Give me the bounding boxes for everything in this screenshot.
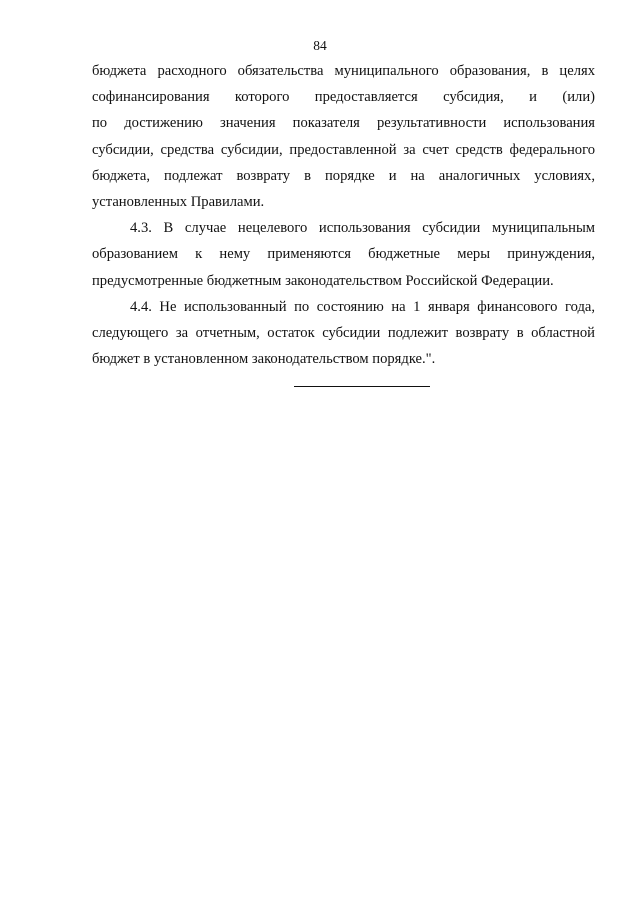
document-body — [92, 58, 595, 372]
text-line: 4.3. В случае нецелевого использования субсидии муниципальным — [130, 220, 595, 237]
text-line: субсидии, средства субсидии, предоставленной за счет средств федерального — [92, 141, 595, 158]
paragraph-4-4 — [92, 294, 595, 373]
text-line: предусмотренные бюджетным законодательством Российской Федерации. — [92, 272, 554, 289]
page-number: 84 — [313, 38, 327, 53]
paragraph-continuation — [92, 58, 595, 215]
paragraph-4-3 — [92, 215, 595, 294]
text-line: бюджета, подлежат возврату в порядке и на аналогичных условиях, — [92, 167, 595, 184]
text-line: бюджета расходного обязательства муниципального образования, в целях — [92, 63, 595, 79]
text-line: образованием к нему применяются бюджетные меры принуждения, — [92, 246, 595, 263]
text-line: 4.4. Не использованный по состоянию на 1 января финансового года, — [130, 298, 595, 315]
text-line: по достижению значения показателя результативности использования — [92, 115, 595, 132]
text-line: установленных Правилами. — [92, 194, 265, 211]
text-line: бюджет в установленном законодательством порядке.". — [92, 351, 436, 368]
text-line: следующего за отчетным, остаток субсидии подлежит возврату в областной — [92, 325, 595, 342]
end-separator-line — [294, 386, 430, 387]
text-line: софинансирования которого предоставляется субсидия, и (или) — [92, 89, 595, 106]
